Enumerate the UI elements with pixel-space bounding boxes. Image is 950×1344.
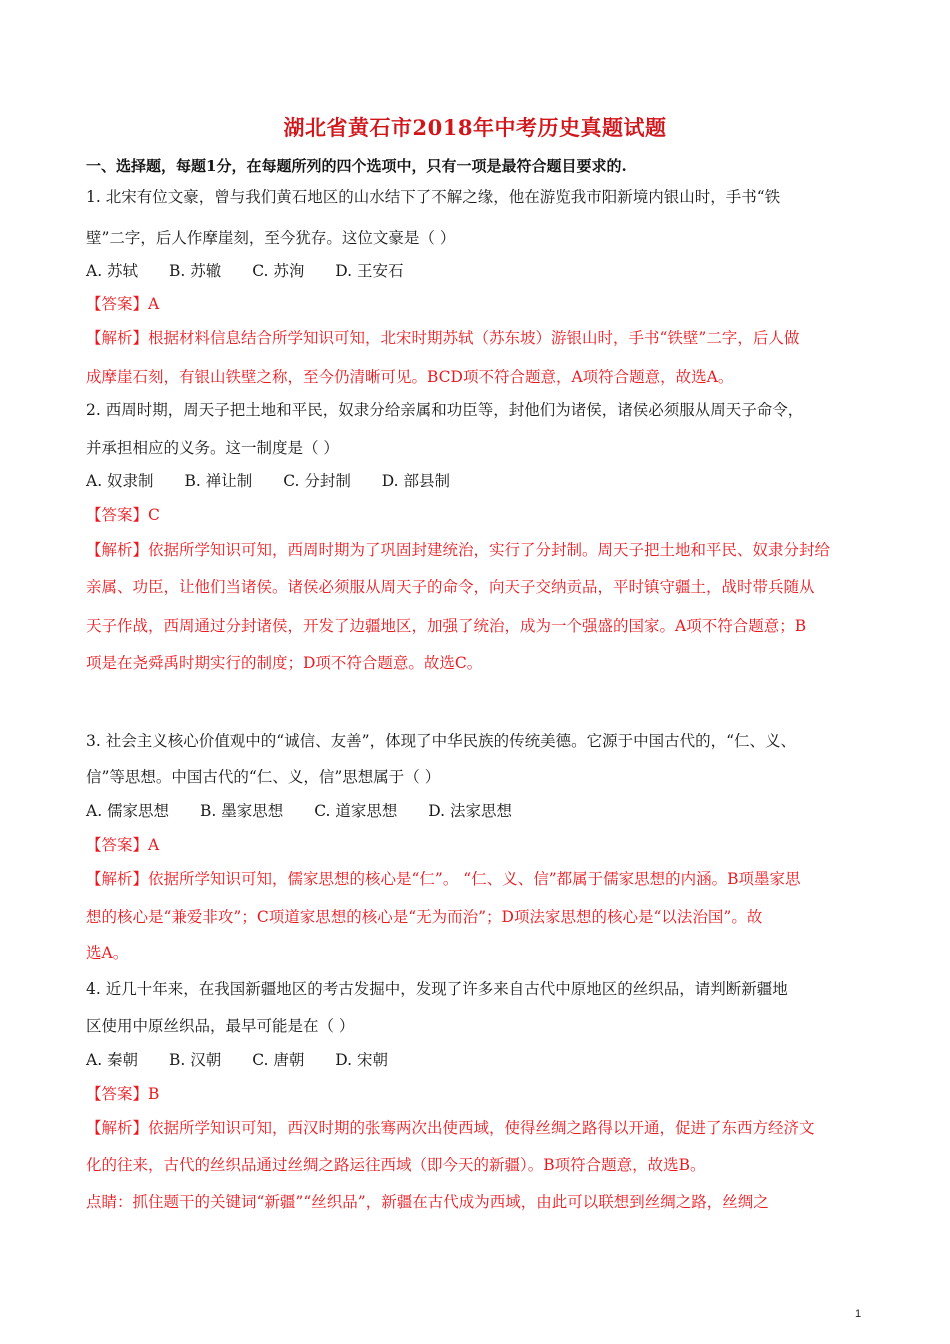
q2-option-d: D. 部县制 [381,472,451,490]
q2-option-b: B. 禅让制 [184,472,253,490]
q4-option-c: C. 唐朝 [252,1051,305,1069]
document-title: 湖北省黄石市2018年中考历史真题试题 [283,115,667,140]
q2-stem-line-1: 2. 西周时期，周天子把土地和平民，奴隶分给亲属和功臣等，封他们为诸侯，诸侯必须服从周天子命令， [86,401,804,419]
q1-stem-line-2: 壁”二字，后人作摩崖刻，至今犹存。这位文豪是（ ） [86,229,456,247]
q1-option-c: C. 苏洵 [252,262,305,280]
q4-options [86,1048,876,1070]
q2-option-c: C. 分封制 [283,472,351,490]
q1-answer: 【答案】A [86,295,160,313]
q1-analysis-line-2: 成摩崖石刻，有银山铁壁之称，至今仍清晰可见。BCD项不符合题意，A项符合题意，故选A。 [86,368,734,386]
q2-analysis-line-4: 项是在尧舜禹时期实行的制度；D项不符合题意。故选C。 [86,654,483,672]
q3-options [86,799,876,821]
q2-analysis-line-3: 天子作战，西周通过分封诸侯，开发了边疆地区，加强了统治，成为一个强盛的国家。A项不符合题意；B [86,617,807,635]
q4-option-d: D. 宋朝 [335,1051,389,1069]
q3-analysis-line-1: 【解析】依据所学知识可知，儒家思想的核心是“仁”。 “仁、义、信”都属于儒家思想的内涵。B项墨家思 [86,870,801,888]
q4-analysis-line-2: 化的往来，古代的丝织品通过丝绸之路运往西域（即今天的新疆）。B项符合题意，故选B。 [86,1156,706,1174]
page-number: 1 [855,1308,862,1320]
q2-stem-line-2: 并承担相应的义务。这一制度是（ ） [86,439,339,457]
q3-answer: 【答案】A [86,836,160,854]
q4-answer: 【答案】B [86,1085,160,1103]
q3-analysis-line-3: 选A。 [86,944,129,962]
q4-stem-line-2: 区使用中原丝织品，最早可能是在（ ） [86,1017,355,1035]
q1-option-d: D. 王安石 [335,262,404,280]
q2-options [86,469,876,491]
section-heading: 一、选择题，每题1分，在每题所列的四个选项中，只有一项是最符合题目要求的. [86,157,627,175]
q4-comment: 点睛：抓住题干的关键词“新疆”“丝织品”，新疆在古代成为西域，由此可以联想到丝绸之路，丝绸之 [86,1193,769,1211]
q2-analysis-line-2: 亲属、功臣，让他们当诸侯。诸侯必须服从周天子的命令，向天子交纳贡品，平时镇守疆土，战时带兵随从 [86,578,815,596]
q1-options [86,259,876,281]
q2-option-a: A. 奴隶制 [86,472,154,490]
q4-option-b: B. 汉朝 [169,1051,222,1069]
q2-analysis-line-1: 【解析】依据所学知识可知，西周时期为了巩固封建统治，实行了分封制。周天子把土地和平民、奴隶分封给 [86,541,831,559]
q4-option-a: A. 秦朝 [86,1051,139,1069]
q3-option-d: D. 法家思想 [428,802,513,820]
q3-option-c: C. 道家思想 [314,802,398,820]
q1-stem-line-1: 1. 北宋有位文豪，曾与我们黄石地区的山水结下了不解之缘，他在游览我市阳新境内银山时，手书“铁 [86,188,781,206]
q4-analysis-line-1: 【解析】依据所学知识可知，西汉时期的张骞两次出使西域，使得丝绸之路得以开通，促进了东西方经济文 [86,1119,815,1137]
q1-option-a: A. 苏轼 [86,262,139,280]
q4-stem-line-1: 4. 近几十年来，在我国新疆地区的考古发掘中，发现了许多来自古代中原地区的丝织品，请判断新疆地 [86,980,788,998]
q1-analysis-line-1: 【解析】根据材料信息结合所学知识可知，北宋时期苏轼（苏东坡）游银山时，手书“铁壁”二字，后人做 [86,329,800,347]
q3-option-b: B. 墨家思想 [200,802,284,820]
q2-answer: 【答案】C [86,506,160,524]
q1-option-b: B. 苏辙 [169,262,222,280]
q3-stem-line-2: 信”等思想。中国古代的“仁、义，信”思想属于（ ） [86,768,441,786]
q3-stem-line-1: 3. 社会主义核心价值观中的“诚信、友善”，体现了中华民族的传统美德。它源于中国古代的，“仁、义、 [86,732,796,750]
q3-analysis-line-2: 想的核心是“兼爱非攻”；C项道家思想的核心是“无为而治”；D项法家思想的核心是“以法治国”。故 [86,908,763,926]
q3-option-a: A. 儒家思想 [86,802,170,820]
